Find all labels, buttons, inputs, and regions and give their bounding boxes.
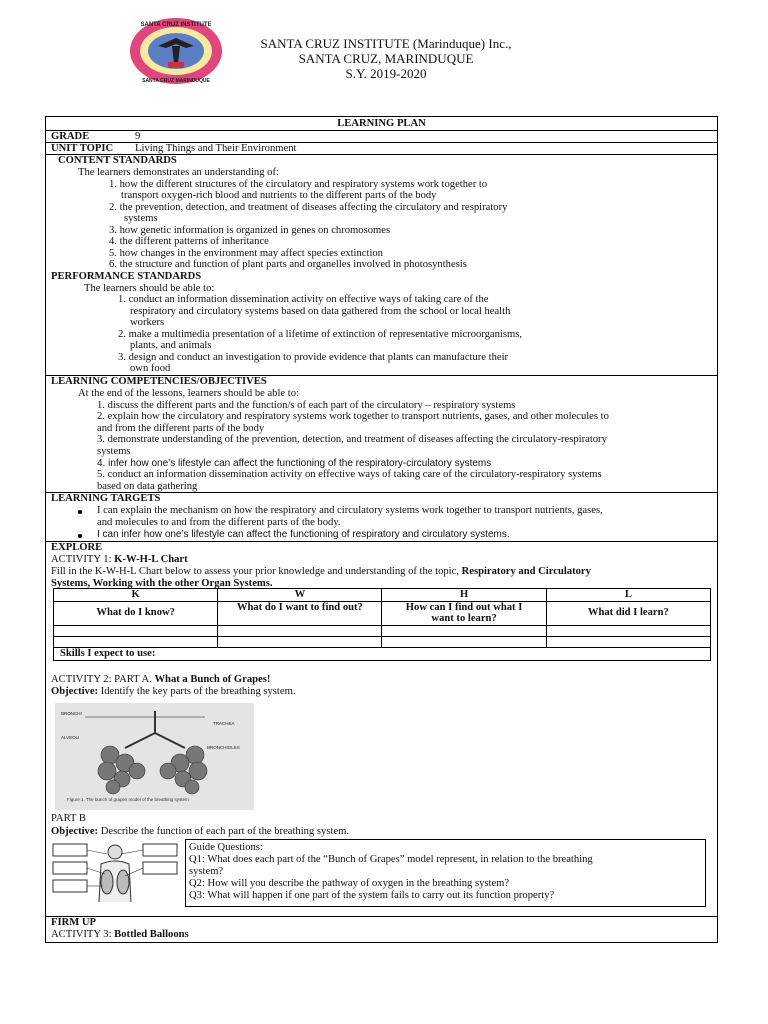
kwhl-question-k: What do I know? bbox=[54, 601, 218, 625]
list-item: 1. conduct an information dissemination activity on effective ways of taking care of the bbox=[118, 294, 489, 305]
guide-heading: Guide Questions: bbox=[189, 842, 263, 853]
kwhl-question-h-line2: want to learn? bbox=[431, 613, 497, 624]
kwhl-question-h bbox=[382, 601, 546, 625]
activity-1-name: K-W-H-L Chart bbox=[114, 554, 188, 565]
svg-text:SANTA CRUZ INSTITUTE: SANTA CRUZ INSTITUTE bbox=[140, 22, 212, 28]
objective-b bbox=[51, 826, 349, 838]
learning-plan-title: LEARNING PLAN bbox=[337, 118, 426, 129]
bullet-icon bbox=[78, 534, 82, 538]
document-header bbox=[0, 0, 768, 100]
activity-3-name: Bottled Balloons bbox=[114, 929, 189, 940]
activity-1-title bbox=[51, 554, 188, 566]
activity-1-label: ACTIVITY 1: bbox=[51, 554, 115, 565]
bunch-of-grapes-figure bbox=[55, 703, 254, 810]
figure-label-trachea: TRACHEA bbox=[213, 721, 235, 726]
list-item: 3. design and conduct an investigation to provide evidence that plants can manufacture their bbox=[118, 352, 509, 363]
kwhl-answer-k-2[interactable] bbox=[54, 636, 218, 647]
kwhl-question-h-line1: How can I find out what I bbox=[405, 601, 523, 613]
figure-caption: Figure 1. The bunch of grapes model of the breathing system bbox=[67, 797, 189, 802]
objective-a bbox=[51, 686, 295, 698]
competencies-heading: LEARNING COMPETENCIES/OBJECTIVES bbox=[51, 376, 267, 387]
performance-standards-intro: The learners should be able to: bbox=[84, 283, 215, 294]
guide-questions-box bbox=[185, 839, 706, 907]
school-name: SANTA CRUZ INSTITUTE (Marinduque) Inc., bbox=[260, 36, 512, 51]
bullet-icon bbox=[78, 510, 82, 514]
list-item: 2. explain how the circulatory and respiratory systems work together to transport nutrients, gases, and other molecules to bbox=[97, 411, 609, 422]
guide-question: system? bbox=[189, 866, 224, 877]
competencies-intro: At the end of the lessons, learners should be able to: bbox=[78, 388, 299, 399]
guide-question: Q1: What does each part of the “Bunch of Grapes” model represent, in relation to the breathing bbox=[189, 854, 593, 865]
list-item: workers bbox=[130, 317, 165, 328]
objective-label: Objective: bbox=[51, 686, 99, 697]
firm-up-heading: FIRM UP bbox=[51, 917, 97, 928]
learning-targets-heading: LEARNING TARGETS bbox=[51, 493, 161, 504]
list-item: I can infer how one’s lifestyle can affect the functioning of respiratory and circulatory systems. bbox=[97, 529, 510, 540]
kwhl-answer-h-1[interactable] bbox=[382, 625, 546, 636]
list-item: based on data gathering bbox=[97, 481, 198, 492]
figure-label-bronchioles: BRONCHIOLES bbox=[207, 745, 240, 750]
activity-2-label: ACTIVITY 2: PART A. bbox=[51, 674, 155, 685]
grade-label: GRADE bbox=[51, 131, 90, 142]
list-item: 4. the different patterns of inheritance bbox=[109, 236, 269, 247]
learning-plan-table bbox=[45, 116, 718, 943]
kwhl-letter-h: H bbox=[382, 589, 546, 602]
skills-row: Skills I expect to use: bbox=[54, 647, 711, 660]
list-item: 4. infer how one’s lifestyle can affect the functioning of the respiratory-circulatory systems bbox=[97, 458, 492, 469]
kwhl-letter-k: K bbox=[54, 589, 218, 602]
list-item: 5. conduct an information dissemination activity on effective ways of taking care of the circulatory-respiratory systems bbox=[97, 469, 602, 480]
list-item: respiratory and circulatory systems based on data gathered from the school or local health bbox=[130, 306, 511, 317]
list-item: 3. how genetic information is organized in genes on chromosomes bbox=[109, 225, 391, 236]
kwhl-answer-w-2[interactable] bbox=[218, 636, 382, 647]
list-item: systems bbox=[97, 446, 131, 457]
objective-b-text: Describe the function of each part of the breathing system. bbox=[98, 826, 349, 837]
objective-label: Objective: bbox=[51, 826, 99, 837]
list-item: and molecules to and from the different parts of the body. bbox=[97, 517, 341, 528]
school-seal-logo bbox=[128, 16, 224, 86]
list-item: 3. demonstrate understanding of the prevention, detection, and treatment of diseases affecting the circulatory-respiratory bbox=[97, 434, 607, 445]
instruction-topic-cont: Systems, Working with the other Organ Systems. bbox=[51, 578, 273, 589]
performance-standards-heading: PERFORMANCE STANDARDS bbox=[51, 271, 202, 282]
list-item: 6. the structure and function of plant parts and organelles involved in photosynthesis bbox=[109, 259, 467, 270]
activity-2-title bbox=[51, 674, 270, 686]
figure-label-bronchi: BRONCHI bbox=[61, 711, 82, 716]
guide-question: Q2: How will you describe the pathway of oxygen in the breathing system? bbox=[189, 878, 510, 889]
list-item: 2. make a multimedia presentation of a lifetime of extinction of representative microorganisms, bbox=[118, 329, 523, 340]
list-item: systems bbox=[124, 213, 158, 224]
kwhl-question-l: What did I learn? bbox=[546, 601, 710, 625]
kwhl-answer-h-2[interactable] bbox=[382, 636, 546, 647]
list-item: 1. how the different structures of the circulatory and respiratory systems work together to bbox=[109, 179, 488, 190]
list-item: I can explain the mechanism on how the respiratory and circulatory systems work together to transport nutrients, gases, bbox=[97, 505, 603, 516]
kwhl-answer-l-2[interactable] bbox=[546, 636, 710, 647]
figure-label-alveoli: ALVEOLI bbox=[61, 735, 80, 740]
breathing-system-diagram bbox=[51, 840, 181, 904]
school-address: SANTA CRUZ, MARINDUQUE bbox=[298, 51, 474, 66]
list-item: 5. how changes in the environment may affect species extinction bbox=[109, 248, 383, 259]
list-item: and from the different parts of the body bbox=[97, 423, 265, 434]
kwhl-answer-w-1[interactable] bbox=[218, 625, 382, 636]
instruction-topic: Respiratory and Circulatory bbox=[461, 566, 591, 577]
kwhl-chart bbox=[53, 588, 711, 661]
activity-3-label: ACTIVITY 3: bbox=[51, 929, 115, 940]
svg-text:SANTA CRUZ MARINDUQUE: SANTA CRUZ MARINDUQUE bbox=[142, 78, 210, 84]
kwhl-answer-l-1[interactable] bbox=[546, 625, 710, 636]
divider bbox=[46, 916, 717, 917]
kwhl-question-w: What do I want to find out? bbox=[218, 601, 382, 625]
part-b-title: PART B bbox=[51, 813, 86, 824]
instruction-text: Fill in the K-W-H-L Chart below to assess your prior knowledge and understanding of the topic, bbox=[51, 566, 462, 577]
list-item: transport oxygen-rich blood and nutrients to the different parts of the body bbox=[121, 190, 437, 201]
unit-label: UNIT TOPIC bbox=[51, 143, 114, 154]
explore-heading: EXPLORE bbox=[51, 542, 103, 553]
kwhl-letter-w: W bbox=[218, 589, 382, 602]
activity-3-title bbox=[51, 929, 189, 941]
content-standards-heading: CONTENT STANDARDS bbox=[58, 155, 177, 166]
content-standards-intro: The learners demonstrates an understanding of: bbox=[78, 167, 279, 178]
list-item: 1. discuss the different parts and the function/s of each part of the circulatory – respiratory systems bbox=[97, 400, 516, 411]
grade-value: 9 bbox=[135, 131, 141, 142]
school-name-block bbox=[236, 36, 536, 81]
school-year: S.Y. 2019-2020 bbox=[345, 66, 427, 81]
list-item: own food bbox=[130, 363, 171, 374]
guide-question: Q3: What will happen if one part of the system fails to carry out its function property? bbox=[189, 890, 555, 901]
unit-value: Living Things and Their Environment bbox=[135, 143, 297, 154]
list-item: 2. the prevention, detection, and treatment of diseases affecting the circulatory and respiratory bbox=[109, 202, 508, 213]
activity-2-name: What a Bunch of Grapes! bbox=[154, 674, 271, 685]
activity-1-instructions bbox=[51, 566, 591, 578]
list-item: plants, and animals bbox=[130, 340, 212, 351]
kwhl-letter-l: L bbox=[546, 589, 710, 602]
kwhl-answer-k-1[interactable] bbox=[54, 625, 218, 636]
objective-a-text: Identify the key parts of the breathing system. bbox=[98, 686, 296, 697]
divider bbox=[46, 541, 717, 542]
